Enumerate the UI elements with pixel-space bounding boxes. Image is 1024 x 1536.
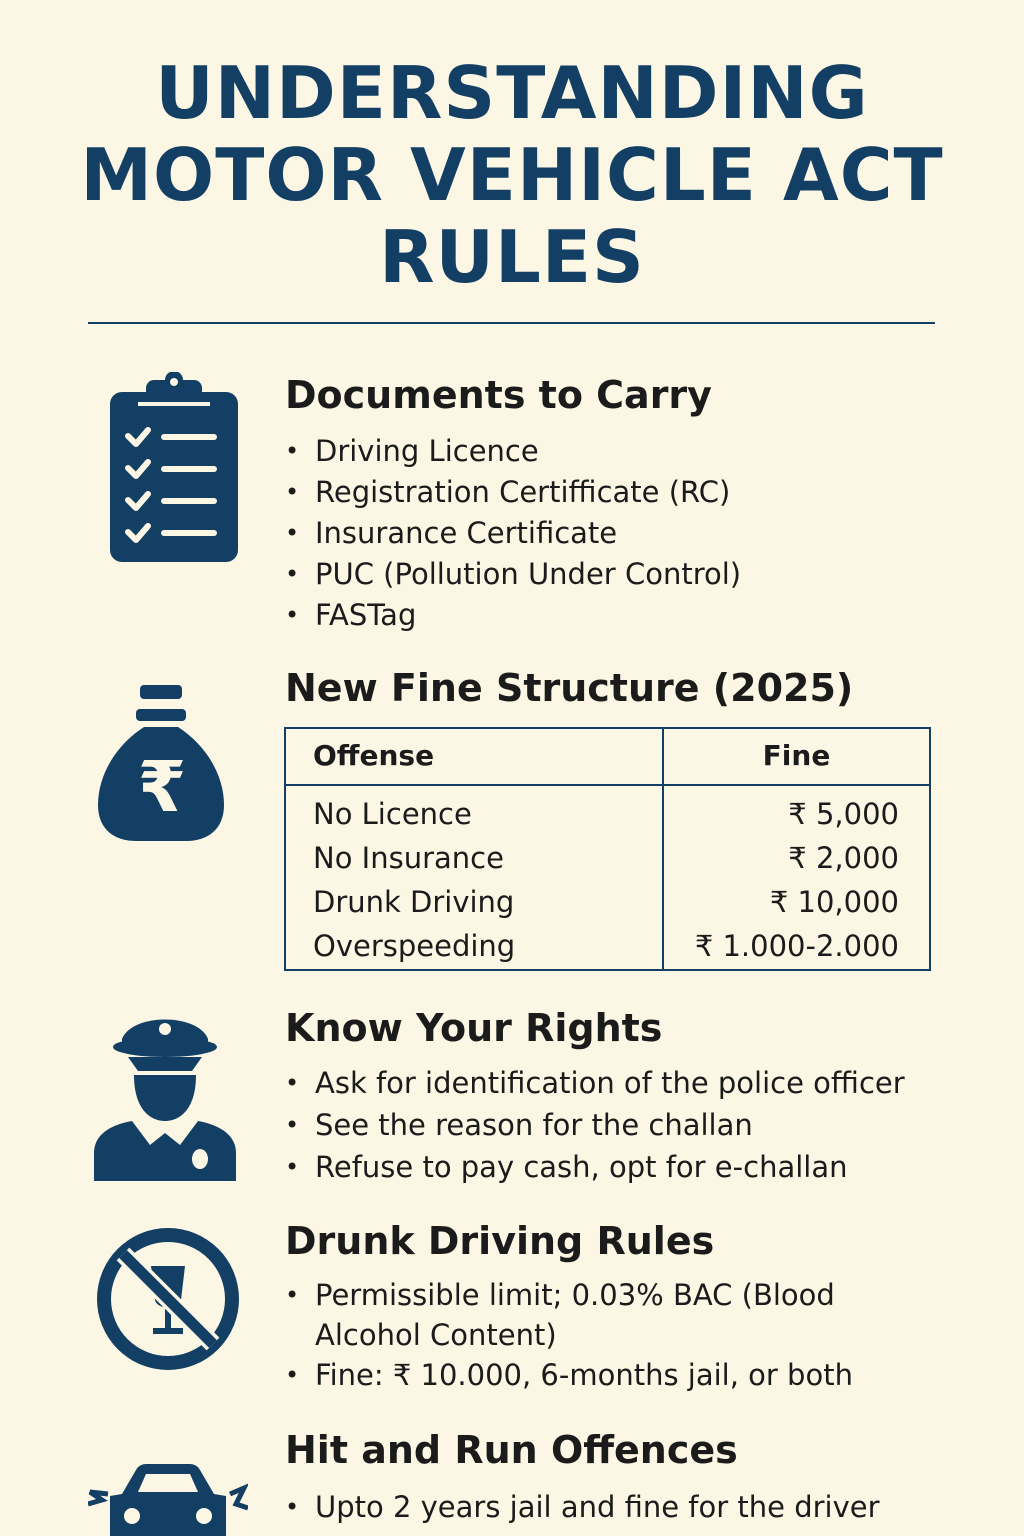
page-title-line-2: MOTOR VEHICLE ACT (80, 133, 944, 217)
table-cell-offense: No Licence (313, 797, 472, 831)
table-cell-fine: ₹ 5,000 (788, 797, 899, 831)
rupee-money-bag-icon (96, 683, 226, 843)
documents-heading: Documents to Carry (285, 373, 712, 417)
drunk-driving-heading: Drunk Driving Rules (285, 1219, 715, 1263)
documents-list (285, 431, 741, 636)
table-cell-fine: ₹ 2,000 (788, 841, 899, 875)
table-header-offense: Offense (313, 739, 435, 772)
fines-heading: New Fine Structure (2025) (285, 666, 854, 710)
page-title (40, 52, 984, 298)
list-item: • See the reason for the challan (285, 1104, 905, 1146)
list-item: • FASTag (285, 595, 741, 636)
rights-heading: Know Your Rights (285, 1006, 663, 1050)
table-cell-fine: ₹ 1.000-2.000 (694, 929, 899, 963)
list-item: • Ask for identification of the police officer (285, 1062, 905, 1104)
police-officer-icon (92, 1005, 238, 1181)
drunk-driving-list (285, 1275, 945, 1395)
rights-list (285, 1062, 905, 1188)
hit-and-run-section (285, 1428, 880, 1528)
list-item: • Driving Licence (285, 431, 741, 472)
table-cell-offense: Drunk Driving (313, 885, 515, 919)
svg-text:₹: ₹ (137, 746, 187, 828)
page-title-line-1: UNDERSTANDING (155, 51, 869, 135)
list-item: • Fine: ₹ 10.000, 6-months jail, or both (285, 1355, 945, 1395)
page-title-line-3: RULES (379, 215, 645, 299)
documents-section (285, 373, 741, 636)
table-header-divider (286, 784, 929, 786)
list-item: • Refuse to pay cash, opt for e-challan (285, 1146, 905, 1188)
car-crash-icon (88, 1464, 248, 1536)
rights-section (285, 1006, 905, 1188)
table-cell-offense: Overspeeding (313, 929, 516, 963)
list-item: • Insurance Certificate (285, 513, 741, 554)
title-divider (88, 322, 935, 324)
table-cell-offense: No Insurance (313, 841, 504, 875)
list-item: • Registration Certifficate (RC) (285, 472, 741, 513)
fine-column (664, 792, 899, 968)
fines-section (285, 666, 853, 710)
table-cell-fine: ₹ 10,000 (769, 885, 899, 919)
hit-and-run-heading: Hit and Run Offences (285, 1428, 738, 1472)
list-item: • PUC (Pollution Under Control) (285, 554, 741, 595)
list-item: • Permissible limit; 0.03% BAC (Blood Alcohol Content) (285, 1275, 945, 1355)
drunk-driving-section (285, 1219, 945, 1395)
fine-table (284, 727, 931, 971)
offense-column (313, 792, 515, 968)
clipboard-checklist-icon (108, 372, 240, 564)
hit-and-run-list (285, 1486, 880, 1528)
table-header-fine: Fine (762, 739, 831, 772)
list-item: • Upto 2 years jail and fine for the driver (285, 1486, 880, 1528)
no-alcohol-icon (95, 1226, 241, 1372)
